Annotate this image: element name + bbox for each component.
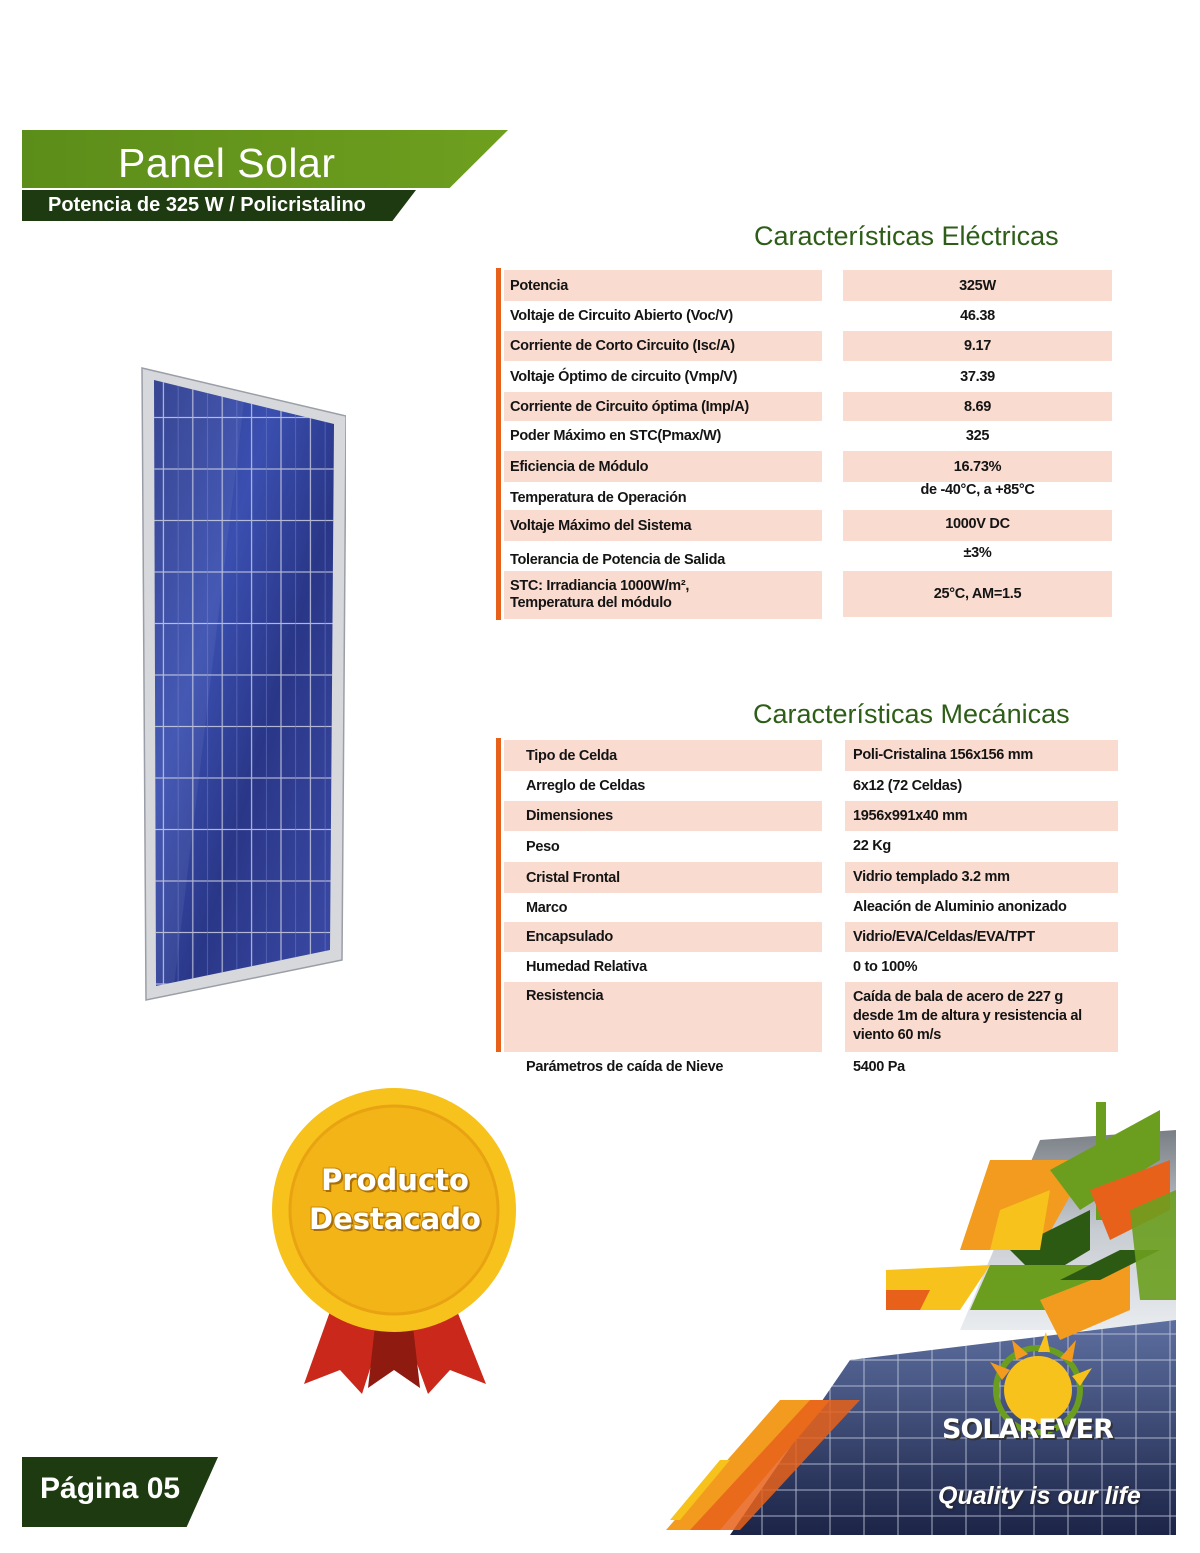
badge-line2: Destacado xyxy=(309,1202,481,1236)
row-value: 9.17 xyxy=(843,331,1112,361)
table-row xyxy=(504,982,1118,1052)
row-label: Dimensiones xyxy=(504,801,822,831)
badge-line1: Producto xyxy=(321,1163,469,1197)
row-value: 1956x991x40 mm xyxy=(845,801,1118,831)
table-row xyxy=(504,482,1112,510)
row-label: Tipo de Celda xyxy=(504,740,822,771)
row-value: ±3% xyxy=(963,545,992,561)
row-value: 325W xyxy=(843,270,1112,301)
row-label: Humedad Relativa xyxy=(526,959,647,975)
table-row xyxy=(504,510,1112,541)
brand-slogan: Quality is our life xyxy=(938,1482,1141,1510)
row-value: 0 to 100% xyxy=(853,958,918,975)
row-value: 16.73% xyxy=(843,451,1112,482)
row-label: Encapsulado xyxy=(504,922,822,952)
row-label: Parámetros de caída de Nieve xyxy=(526,1059,724,1075)
row-label: Temperatura de Operación xyxy=(510,490,687,506)
table-row xyxy=(504,893,1118,922)
row-label: Corriente de Corto Circuito (Isc/A) xyxy=(504,331,822,361)
row-label: Cristal Frontal xyxy=(504,862,822,893)
table-row xyxy=(504,831,1118,862)
row-value: Vidrio/EVA/Celdas/EVA/TPT xyxy=(845,922,1118,952)
page-number: Página 05 xyxy=(40,1472,181,1505)
brand-logo-text: SOLAREVER xyxy=(942,1414,1113,1445)
row-label: Resistencia xyxy=(504,982,822,1052)
page-subtitle: Potencia de 325 W / Policristalino xyxy=(48,194,366,216)
table-row xyxy=(504,862,1118,893)
table-row xyxy=(504,451,1112,482)
row-value: 5400 Pa xyxy=(853,1058,905,1075)
row-value: Poli-Cristalina 156x156 mm xyxy=(845,740,1118,771)
row-value: 1000V DC xyxy=(843,510,1112,541)
mechanical-heading: Características Mecánicas xyxy=(753,699,1070,729)
row-value: 37.39 xyxy=(960,369,995,385)
table-row xyxy=(504,331,1112,361)
row-value: 22 Kg xyxy=(853,838,891,854)
page-title: Panel Solar xyxy=(118,140,336,186)
table-row xyxy=(504,541,1112,571)
row-label: Poder Máximo en STC(Pmax/W) xyxy=(510,428,722,444)
table-row xyxy=(504,571,1112,619)
row-label: Corriente de Circuito óptima (Imp/A) xyxy=(504,392,822,421)
row-value: Caída de bala de acero de 227 g desde 1m de altura y resistencia al viento 60 m/s xyxy=(845,982,1118,1052)
mechanical-rule xyxy=(496,738,501,1052)
row-value: 25°C, AM=1.5 xyxy=(843,571,1112,617)
row-label: Voltaje Óptimo de circuito (Vmp/V) xyxy=(510,369,738,385)
row-value: 46.38 xyxy=(960,308,995,324)
table-row xyxy=(504,421,1112,451)
table-row xyxy=(504,740,1118,771)
row-label: Peso xyxy=(526,838,560,855)
row-label: Voltaje de Circuito Abierto (Voc/V) xyxy=(510,308,733,324)
electric-heading: Características Eléctricas xyxy=(754,221,1059,251)
row-label: Potencia xyxy=(504,270,822,301)
table-row xyxy=(504,1053,1118,1081)
featured-badge-icon xyxy=(270,1088,520,1398)
row-value: de -40°C, a +85°C xyxy=(920,482,1035,498)
table-row xyxy=(504,392,1112,421)
electric-rule xyxy=(496,268,501,620)
branding-graphic xyxy=(660,1100,1180,1540)
row-value: 6x12 (72 Celdas) xyxy=(853,777,962,794)
row-label: Arreglo de Celdas xyxy=(526,778,645,794)
table-row xyxy=(504,801,1118,831)
table-row xyxy=(504,771,1118,801)
row-label: STC: Irradiancia 1000W/m², Temperatura del módulo xyxy=(504,571,822,619)
table-row xyxy=(504,270,1112,301)
table-row xyxy=(504,922,1118,952)
row-value: 325 xyxy=(965,428,990,444)
table-row xyxy=(504,301,1112,331)
row-value: Vidrio templado 3.2 mm xyxy=(845,862,1118,893)
row-label: Tolerancia de Potencia de Salida xyxy=(510,552,725,568)
row-label: Voltaje Máximo del Sistema xyxy=(504,510,822,541)
row-value: Aleación de Aluminio anonizado xyxy=(853,899,1067,915)
row-label: Eficiencia de Módulo xyxy=(504,451,822,482)
row-label: Marco xyxy=(526,899,568,916)
row-value: 8.69 xyxy=(843,392,1112,421)
solar-panel-image xyxy=(134,366,346,1002)
table-row xyxy=(504,362,1112,392)
table-row xyxy=(504,952,1118,982)
